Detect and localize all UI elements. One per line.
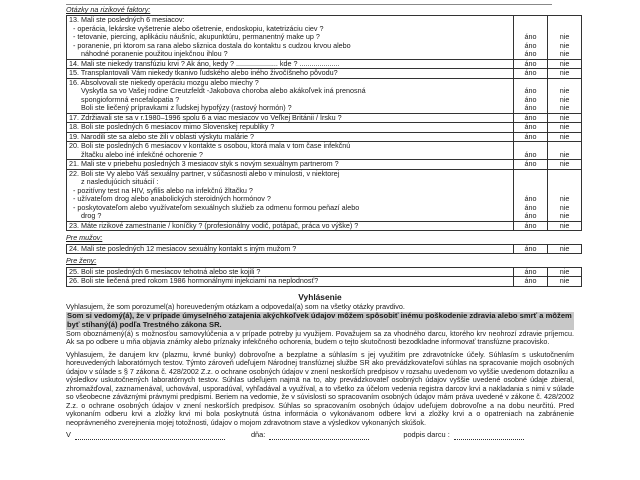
answer-yes-label: áno bbox=[524, 149, 537, 159]
question-text bbox=[67, 123, 514, 132]
answer-yes-label: áno bbox=[524, 220, 537, 230]
question-line: z nasledujúcich situácií : bbox=[81, 177, 159, 187]
men-section-label: Pre mužov: bbox=[66, 233, 103, 243]
question-row bbox=[67, 244, 582, 253]
answer-no-label: nie bbox=[559, 131, 570, 141]
answer-yes-label: áno bbox=[524, 243, 537, 253]
answer-no-label: nie bbox=[559, 211, 570, 221]
answer-yes-label: áno bbox=[524, 202, 537, 212]
answer-no-cell[interactable] bbox=[548, 16, 582, 59]
risk-factors-label: Otázky na rizikové faktory: bbox=[66, 5, 151, 14]
answer-yes-cell[interactable] bbox=[514, 160, 548, 169]
question-row bbox=[67, 123, 582, 132]
answer-no-cell[interactable] bbox=[548, 132, 582, 141]
answer-yes-label: áno bbox=[524, 112, 537, 122]
answer-yes-label: áno bbox=[524, 58, 537, 68]
date-label: dňa: bbox=[250, 430, 266, 440]
question-text bbox=[67, 69, 514, 78]
question-text bbox=[67, 16, 514, 59]
answer-yes-label: áno bbox=[524, 103, 537, 113]
answer-yes-cell[interactable] bbox=[514, 277, 548, 286]
answer-no-label: nie bbox=[559, 122, 570, 132]
answer-no-label: nie bbox=[559, 202, 570, 212]
question-line: 13. Mali ste posledných 6 mesiacov: bbox=[69, 15, 185, 25]
signature-field[interactable] bbox=[454, 431, 524, 440]
question-row bbox=[67, 160, 582, 169]
answer-yes-cell[interactable] bbox=[514, 78, 548, 113]
answer-no-label: nie bbox=[559, 243, 570, 253]
question-text bbox=[67, 221, 514, 230]
men-questions-table bbox=[66, 244, 582, 254]
answer-yes-label: áno bbox=[524, 194, 537, 204]
question-line: 20. Boli ste posledných 6 mesiacov v kontakte s osobou, ktorá mala v tom čase infekčnú bbox=[69, 141, 351, 151]
declaration-warning: Som si vedomý(á), že v prípade úmyselného zatajenia akýchkoľvek údajov môžem spôsobiť inému poškodenie zdravia alebo smrť a môžem byť stíhaný(á) podľa Trestného zákona SR. bbox=[66, 312, 574, 330]
answer-no-label: nie bbox=[559, 159, 570, 169]
question-text bbox=[67, 78, 514, 113]
risk-questions-table bbox=[66, 15, 582, 231]
answer-no-cell[interactable] bbox=[548, 142, 582, 160]
question-line: spongioformná encefalopatia ? bbox=[81, 94, 180, 104]
answer-no-cell[interactable] bbox=[548, 169, 582, 221]
answer-yes-label: áno bbox=[524, 266, 537, 276]
answer-yes-cell[interactable] bbox=[514, 244, 548, 253]
question-row bbox=[67, 78, 582, 113]
answer-no-label: nie bbox=[559, 58, 570, 68]
question-text bbox=[67, 160, 514, 169]
question-line: 18. Boli ste posledných 6 mesiacov mimo Slovenskej republiky ? bbox=[69, 122, 275, 132]
answer-yes-cell[interactable] bbox=[514, 169, 548, 221]
question-line: náhodné poranenie použitou injekčnou ihlou ? bbox=[81, 49, 228, 59]
answer-yes-cell[interactable] bbox=[514, 69, 548, 78]
answer-no-cell[interactable] bbox=[548, 69, 582, 78]
question-line: - poskytovateľom alebo využívateľom sexuálnych služieb za odmenu formou peňazí alebo bbox=[73, 202, 360, 212]
declaration-title: Vyhlásenie bbox=[298, 291, 342, 302]
answer-no-label: nie bbox=[559, 86, 570, 96]
answer-no-cell[interactable] bbox=[548, 277, 582, 286]
date-field[interactable] bbox=[269, 431, 369, 440]
question-line: 22. Boli ste Vy alebo Váš sexuálny partner, v súčasnosti alebo v minulosti, v niektorej bbox=[69, 168, 340, 178]
answer-yes-cell[interactable] bbox=[514, 16, 548, 59]
answer-no-label: nie bbox=[559, 266, 570, 276]
question-text bbox=[67, 244, 514, 253]
answer-yes-cell[interactable] bbox=[514, 142, 548, 160]
answer-no-label: nie bbox=[559, 94, 570, 104]
question-row bbox=[67, 69, 582, 78]
answer-yes-label: áno bbox=[524, 276, 537, 286]
question-row bbox=[67, 221, 582, 230]
question-line: 19. Narodili ste sa alebo ste žili v oblasti výskytu malárie ? bbox=[69, 131, 254, 141]
answer-no-cell[interactable] bbox=[548, 123, 582, 132]
declaration-paragraph-2: Vyhlasujem, že darujem krv (plazmu, krvné bunky) dobrovoľne a bezplatne a súhlasím s jej využitím pre zdravotnícke účely. Súhlasím s uskutočnením horeuvedených laboratórnych testov. Týmto zároveň udeľujem Národnej transfúznej službe SR ako prevádzkovateľovi súhlas na spracovanie mojich osobných údajov v súlade s § 7 zákona č. 428/2002 Z.z. o ochrane osobných údajov v znení neskorších predpisov v rozsahu uvedenom vo vyššie uvedenom dotazníku a výsledkov uskutočnených laboratórnych testov. Súhlas udeľujem najmä na to, aby prevádzkovateľ osobných údajov vyššie uvedené osobné údaje zbieral, zhromažďoval, zaznamenával, uchovával, usporadúval, vyhľadával a využíval, a to všetko za účelom vedenia registra darcov krvi a nakladania s nimi v súlade so všeobecne záväznými právnymi predpismi. Beriem na vedomie, že v súvislosti so spracovaním osobných údajov mám práva uvedené v zákone č. 428/2002 Z.z. o ochrane osobných údajov v znení neskorších predpisov. Súhlas so spracovaním osobných údajov udeľujem dobrovoľne a na dobu neurčitú. Pred vykonaním odberu krvi a zložky krvi mi bola poskytnutá ústna informácia o vykonávanom odbere krvi a zložky krvi a o opatreniach na zabránenie neoprávneného zverejnenia mojej totožnosti, údajov o mojom zdravotnom stave a výsledkov vykonaných skúšok. bbox=[66, 349, 574, 427]
answer-yes-label: áno bbox=[524, 49, 537, 59]
answer-no-cell[interactable] bbox=[548, 160, 582, 169]
answer-no-label: nie bbox=[559, 103, 570, 113]
question-line: Boli ste liečený prípravkami z ľudskej hypofýzy (rastový hormón) ? bbox=[81, 103, 292, 113]
signature-line bbox=[66, 431, 574, 440]
women-questions-table bbox=[66, 267, 582, 287]
answer-yes-cell[interactable] bbox=[514, 132, 548, 141]
question-line: - tetovanie, piercing, aplikáciu náušníc, akupunktúru, permanentný make up ? bbox=[73, 32, 320, 42]
question-line: 21. Mali ste v priebehu posledných 3 mesiacov styk s novým sexuálnym partnerom ? bbox=[69, 159, 339, 169]
answer-yes-label: áno bbox=[524, 32, 537, 42]
answer-no-label: nie bbox=[559, 112, 570, 122]
question-text bbox=[67, 142, 514, 160]
question-line: 23. Máte rizikové zamestnanie / koníčky ? (profesionálny vodič, potápač, práca vo výške) ? bbox=[69, 220, 359, 230]
question-line: - operácia, lekárske vyšetrenie alebo ošetrenie, endoskopiu, katetrizáciu ciev ? bbox=[73, 23, 324, 33]
question-line: - poranenie, pri ktorom sa rana alebo sliznica dostala do kontaktu s cudzou krvou alebo bbox=[73, 40, 351, 50]
question-line: 24. Mali ste posledných 12 mesiacov sexuálny kontakt s iným mužom ? bbox=[69, 243, 297, 253]
question-line: - pozitívny test na HIV, syfilis alebo na infekčnú žltačku ? bbox=[73, 185, 253, 195]
question-line: 25. Boli ste posledných 6 mesiacov tehotná alebo ste kojili ? bbox=[69, 266, 261, 276]
question-row bbox=[67, 16, 582, 59]
answer-yes-label: áno bbox=[524, 159, 537, 169]
answer-yes-cell[interactable] bbox=[514, 123, 548, 132]
answer-no-label: nie bbox=[559, 40, 570, 50]
question-text bbox=[67, 169, 514, 221]
question-line: - užívateľom drog alebo anabolických steroidných hormónov ? bbox=[73, 194, 271, 204]
question-line: Vyskytla sa vo Vašej rodine Creutzfeldt -Jakobova choroba alebo akákoľvek iná prenosná bbox=[81, 86, 366, 96]
answer-yes-label: áno bbox=[524, 122, 537, 132]
answer-no-label: nie bbox=[559, 32, 570, 42]
answer-no-label: nie bbox=[559, 49, 570, 59]
place-prefix: V bbox=[66, 430, 71, 440]
question-line: 15. Transplantovali Vám niekedy tkanivo ľudského alebo iného živočíšneho pôvodu? bbox=[69, 68, 338, 78]
declaration-paragraph-1: Som oboznámený(á) s možnosťou samovylúčenia a v prípade potreby ju využijem. Považujem sa za vhodného darcu, ktorého krv neohrozí zdravie príjemcu. Ak sa po odbere u mňa objavia známky alebo príznaky infekčného ochorenia, budem o tejto skutočnosti bezodkladne informovať transfúzne pracovisko. bbox=[66, 328, 574, 347]
answer-no-cell[interactable] bbox=[548, 244, 582, 253]
answer-yes-cell[interactable] bbox=[514, 221, 548, 230]
question-line: 14. Mali ste niekedy transfúziu krvi ? Ak áno, kedy ? ..................... kde ? .................... bbox=[69, 58, 340, 68]
question-line: 17. Zdržiavali ste sa v r.1980–1996 spolu 6 a viac mesiacov vo Veľkej Británii / Írsku ? bbox=[69, 112, 342, 122]
answer-no-label: nie bbox=[559, 149, 570, 159]
answer-no-cell[interactable] bbox=[548, 221, 582, 230]
declaration-intro: Vyhlasujem, že som porozumel(a) horeuvedeným otázkam a odpovedal(a) som na všetky otázky pravdivo. bbox=[66, 302, 405, 312]
answer-no-label: nie bbox=[559, 68, 570, 78]
question-line: žltačku alebo iné infekčné ochorenie ? bbox=[81, 149, 203, 159]
answer-no-label: nie bbox=[559, 276, 570, 286]
declaration-section bbox=[66, 293, 574, 440]
signature-label: podpis darcu : bbox=[403, 430, 450, 440]
question-line: 16. Absolvovali ste niekedy operáciu mozgu alebo miechy ? bbox=[69, 77, 259, 87]
answer-no-label: nie bbox=[559, 194, 570, 204]
answer-yes-label: áno bbox=[524, 211, 537, 221]
question-line: 26. Boli ste liečená pred rokom 1986 hormonálnymi injekciami na neplodnosť? bbox=[69, 276, 319, 286]
answer-no-label: nie bbox=[559, 220, 570, 230]
question-line: drog ? bbox=[81, 211, 102, 221]
answer-yes-label: áno bbox=[524, 68, 537, 78]
answer-yes-label: áno bbox=[524, 94, 537, 104]
question-row bbox=[67, 142, 582, 160]
answer-no-cell[interactable] bbox=[548, 78, 582, 113]
answer-yes-label: áno bbox=[524, 131, 537, 141]
answer-yes-label: áno bbox=[524, 86, 537, 96]
answer-yes-label: áno bbox=[524, 40, 537, 50]
place-field[interactable] bbox=[75, 431, 225, 440]
question-row bbox=[67, 169, 582, 221]
women-section-label: Pre ženy: bbox=[66, 256, 97, 266]
question-text bbox=[67, 277, 514, 286]
question-row bbox=[67, 277, 582, 286]
